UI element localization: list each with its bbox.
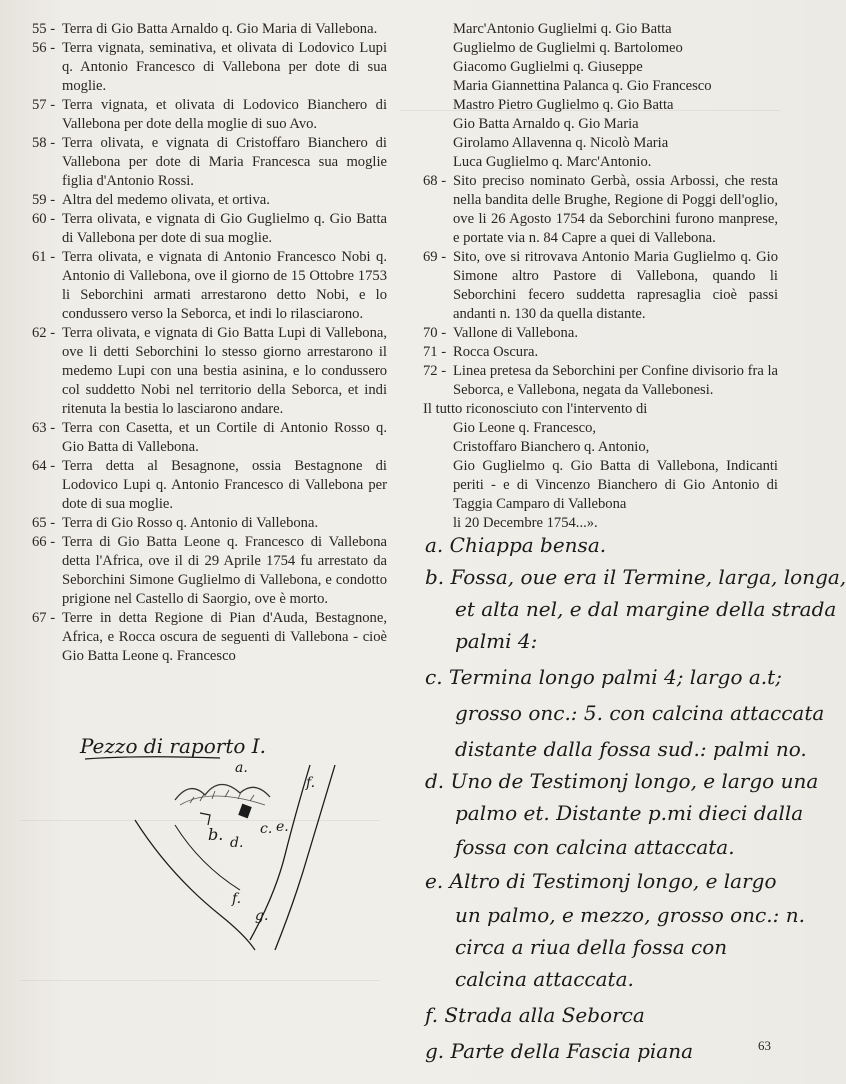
handwritten-legend-line: a. Chiappa bensa. [425,533,607,557]
entry-text: Terra di Gio Rosso q. Antonio di Vallebona. [62,515,319,531]
entry-text: Terra detta al Besagnone, ossia Bestagnone di Lodovico Lupi q. Antonio Francesco di Vallebona per dote di sua moglie. [62,458,387,512]
left-entry [32,39,387,96]
handwritten-legend-line: circa a riua della fossa con [455,935,728,959]
handwritten-legend-line: et alta nel, e dal margine della strada [455,597,837,621]
right-entries [423,172,778,400]
left-entry [32,210,387,248]
owner-name: Guglielmo de Guglielmi q. Bartolomeo [453,40,683,56]
owner-name: Girolamo Allavenna q. Nicolò Maria [453,135,669,151]
entry-number: 59 - [32,192,56,208]
entry-number: 70 - [423,325,447,341]
left-entry [32,134,387,191]
entry-text: Terra di Gio Batta Arnaldo q. Gio Maria di Vallebona. [62,21,378,37]
sketch-label-f-bottom: f. [232,891,242,907]
entry-number: 63 - [32,420,56,436]
owner-name: Marc'Antonio Guglielmi q. Gio Batta [453,21,672,37]
entry-text: Sito, ove si ritrovava Antonio Maria Guglielmo q. Gio Simone altro Pastore di Vallebona, quando li Seborchini fecero suddetta rapresaglia cioè passi andanti n. 130 da quella distante. [453,249,778,322]
left-entry [32,96,387,134]
sketch-label-f-top: f. [306,775,316,791]
owner-name: Luca Guglielmo q. Marc'Antonio. [453,154,652,170]
handwritten-legend-line: d. Uno de Testimonj longo, e largo una [425,769,819,793]
entry-number: 66 - [32,534,56,550]
handwritten-legend-line: e. Altro di Testimonj longo, e largo [425,869,777,893]
entry-text: Terre in detta Regione di Pian d'Auda, Bestagnone, Africa, e Rocca oscura de seguenti di Vallebona - cioè Gio Batta Leone q. Francesco [62,610,387,664]
entry-text: Terra olivata, e vignata di Cristoffaro Bianchero di Vallebona per dote di Maria Francesca sua moglie figlia d'Antonio Rossi. [62,135,387,189]
entry-number: 71 - [423,344,447,360]
handwritten-legend-line: distante dalla fossa sud.: palmi no. [455,737,807,761]
sketch-label-a: a. [235,760,248,776]
entry-67-names [423,20,778,172]
entry-text: Terra olivata, e vignata di Gio Guglielmo q. Gio Batta di Vallebona per dote di sua moglie. [62,211,387,246]
entry-number: 68 - [423,173,447,189]
entry-number: 67 - [32,610,56,626]
entry-text: Sito preciso nominato Gerbà, ossia Arbossi, che resta nella bandita delle Brughe, Regione di Poggi dell'oglio, ove li 26 Agosto 1754 da Seborchini furono manprese, e portate via n. 84 Capre a quei di Vallebona. [453,173,778,246]
sketch-label-d: d. [230,835,244,851]
handwritten-legend-line: grosso onc.: 5. con calcina attaccata [455,701,825,725]
handwritten-legend-line: palmo et. Distante p.mi dieci dalla [455,801,804,825]
handwritten-legend-line: f. Strada alla Seborca [425,1003,645,1027]
entry-text: Rocca Oscura. [453,344,539,360]
handwritten-legend-line: calcina attaccata. [455,967,634,991]
entry-number: 61 - [32,249,56,265]
entry-text: Altra del medemo olivata, et ortiva. [62,192,270,208]
left-entry [32,248,387,324]
entry-number: 55 - [32,21,56,37]
entry-text: Terra olivata, e vignata di Antonio Francesco Nobi q. Antonio di Vallebona, ove il giorno de 15 Ottobre 1753 li Seborchini armati arrestarono detto Nobi, e lo condussero verso la Seborca, et indi lo rilasciarono. [62,249,387,322]
left-entry [32,609,387,666]
left-column [32,20,387,666]
page-number: 63 [758,1038,771,1053]
handwritten-legend-line: c. Termina longo palmi 4; largo a.t; [425,665,782,689]
right-entry [423,172,778,248]
entry-text: Terra olivata, e vignata di Gio Batta Lupi di Vallebona, ove li detti Seborchini lo stesso giorno arrestarono il medemo Lupi con una bestia asinina, e lo condussero col suddetto Nobi nel territorio della Seborca, et indi ritenuta la bestia lo lasciarono andare. [62,325,387,417]
entry-text: Terra di Gio Batta Leone q. Francesco di Vallebona detta l'Africa, ove il di 29 Aprile 1754 fu arrestato da Seborchini Simone Guglielmo di Vallebona, e condotto prigione nel Castello di Saorgio, ove è morto. [62,534,387,607]
owner-name: Mastro Pietro Guglielmo q. Gio Batta [453,97,674,113]
witness-line: Cristoffaro Bianchero q. Antonio, [453,439,650,455]
entry-number: 57 - [32,97,56,113]
entry-text: Linea pretesa da Seborchini per Confine divisorio fra la Seborca, e Vallebona, negata da Vallebonesi. [453,363,779,398]
handwritten-legend-line: g. Parte della Fascia piana [425,1039,694,1063]
owner-name: Giacomo Guglielmi q. Giuseppe [453,59,643,75]
entry-number: 72 - [423,363,447,379]
right-entry [423,362,778,400]
entry-number: 62 - [32,325,56,341]
entry-number: 64 - [32,458,56,474]
sketch-title: Pezzo di raporto I. [80,734,267,758]
left-entry [32,419,387,457]
sketch-map [80,725,380,955]
owner-name: Maria Giannettina Palanca q. Gio Francesco [453,78,712,94]
sketch-label-b: b. [208,825,224,844]
left-entry [32,514,387,533]
witness-line: Gio Guglielmo q. Gio Batta di Vallebona, Indicanti periti - e di Vincenzo Bianchero di Gio Antonio di Taggia Camparo di Vallebona [453,458,778,512]
right-entry [423,248,778,324]
closing-witnesses [423,419,778,533]
entry-text: Terra vignata, seminativa, et olivata di Lodovico Lupi q. Antonio Francesco di Vallebona per dote di sua moglie. [62,40,387,94]
right-entry [423,324,778,343]
entry-text: Vallone di Vallebona. [453,325,578,341]
sketch-label-e: e. [276,819,289,835]
entry-number: 58 - [32,135,56,151]
right-column [423,20,778,533]
left-entry [32,457,387,514]
witness-line: Gio Leone q. Francesco, [453,420,597,436]
left-entry [32,533,387,609]
entry-number: 60 - [32,211,56,227]
entry-text: Terra con Casetta, et un Cortile di Antonio Rosso q. Gio Batta di Vallebona. [62,420,387,455]
left-entry [32,324,387,419]
entry-number: 65 - [32,515,56,531]
sketch-label-c: c. [260,821,273,837]
handwritten-legend-line: palmi 4: [455,629,538,653]
owner-name: Gio Batta Arnaldo q. Gio Maria [453,116,639,132]
left-entry [32,20,387,39]
left-entry [32,191,387,210]
handwritten-legend-line: fossa con calcina attaccata. [455,835,735,859]
handwritten-legend-line: b. Fossa, oue era il Termine, larga, longa, [425,565,846,589]
closing-intro: Il tutto riconosciuto con l'intervento di [423,401,648,417]
right-entry [423,343,778,362]
sketch-label-g: g. [255,908,269,924]
handwritten-legend-line: un palmo, e mezzo, grosso onc.: n. [455,903,805,927]
entry-number: 56 - [32,40,56,56]
entry-text: Terra vignata, et olivata di Lodovico Bianchero di Vallebona per dote della moglie di suo Avo. [62,97,387,132]
witness-line: li 20 Decembre 1754...». [453,515,598,531]
entry-number: 69 - [423,249,447,265]
